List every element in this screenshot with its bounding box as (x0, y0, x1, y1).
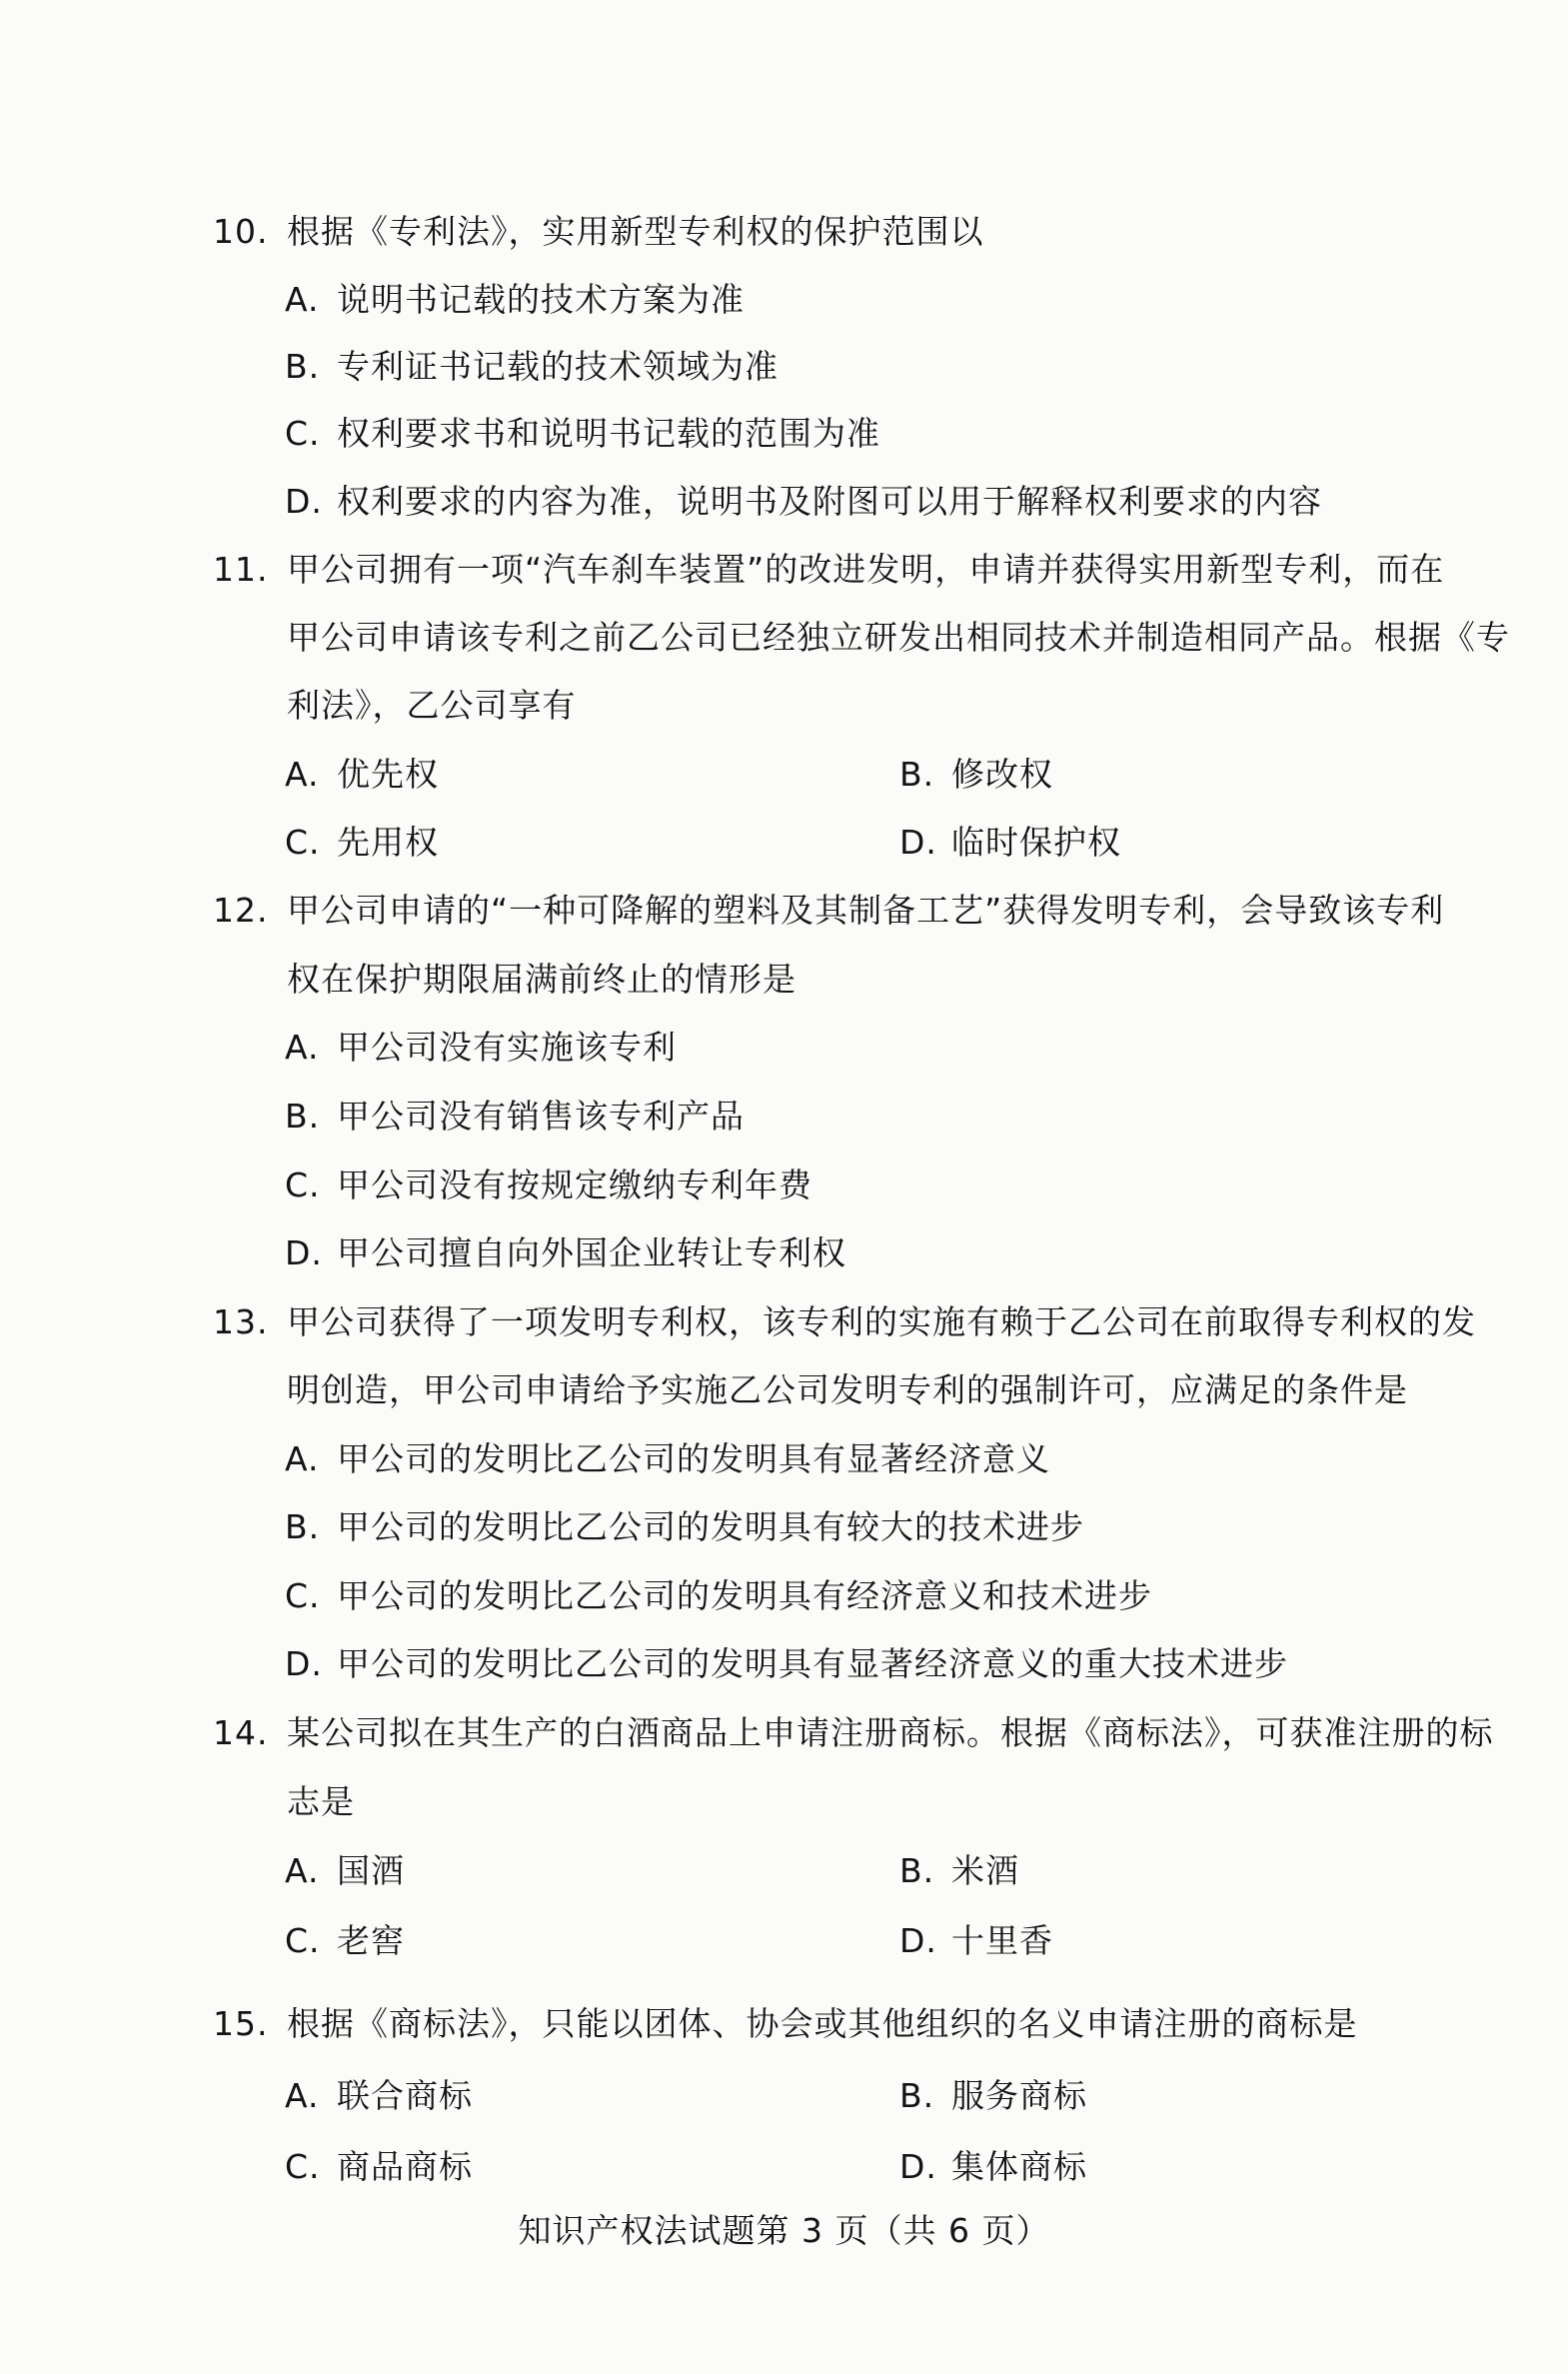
option-text: 商品商标 (337, 2147, 473, 2186)
option-letter: A. (285, 1851, 320, 1890)
option-text: 修改权 (951, 755, 1053, 794)
option-d (899, 1921, 1053, 1961)
option-letter: C. (285, 823, 321, 862)
option-letter: D. (899, 2147, 937, 2186)
option-text: 服务商标 (951, 2076, 1087, 2115)
question-text: 志是 (287, 1782, 355, 1821)
question-text: 某公司拟在其生产的白酒商品上申请注册商标。根据《商标法》，可获准注册的标 (287, 1713, 1494, 1752)
option-b (899, 755, 1053, 795)
question-text: 甲公司申请的“一种可降解的塑料及其制备工艺”获得发明专利，会导致该专利 (287, 891, 1445, 930)
question-number: 14. (213, 1713, 269, 1752)
option-text: 甲公司没有按规定缴纳专利年费 (337, 1166, 812, 1204)
option-text: 先用权 (337, 823, 439, 862)
option-letter: C. (285, 1921, 321, 1960)
option-text: 优先权 (337, 755, 439, 794)
option-text: 米酒 (951, 1851, 1019, 1890)
question-number: 12. (213, 891, 269, 930)
option-text: 集体商标 (951, 2147, 1087, 2186)
option-c (285, 823, 439, 863)
option-text: 甲公司擅自向外国企业转让专利权 (337, 1233, 846, 1272)
option-letter: D. (285, 1233, 323, 1272)
option-d (899, 823, 1121, 863)
option-letter: A. (285, 280, 320, 319)
option-letter: D. (899, 1921, 937, 1960)
option-letter: D. (899, 823, 937, 862)
option-c (285, 1576, 1152, 1616)
question-text: 明创造，甲公司申请给予实施乙公司发明专利的强制许可，应满足的条件是 (287, 1370, 1408, 1409)
option-c (285, 1921, 405, 1961)
question-text: 权在保护期限届满前终止的情形是 (287, 960, 796, 999)
option-letter: A. (285, 2076, 320, 2115)
option-letter: D. (285, 482, 323, 521)
option-d (285, 482, 1322, 522)
option-c (285, 414, 880, 454)
question-text: 利法》，乙公司享有 (287, 686, 577, 725)
option-text: 十里香 (951, 1921, 1053, 1960)
option-letter: C. (285, 2147, 321, 2186)
option-a (285, 1028, 677, 1068)
option-letter: A. (285, 755, 320, 794)
option-a (285, 2076, 473, 2116)
option-b (285, 1507, 1084, 1547)
option-text: 甲公司的发明比乙公司的发明具有较大的技术进步 (337, 1507, 1084, 1546)
option-d (899, 2147, 1087, 2187)
option-text: 甲公司的发明比乙公司的发明具有经济意义和技术进步 (337, 1576, 1152, 1615)
option-a (285, 280, 745, 320)
option-text: 专利证书记载的技术领域为准 (337, 347, 779, 386)
question-text: 根据《专利法》，实用新型专利权的保护范围以 (287, 212, 984, 251)
question-text: 甲公司拥有一项“汽车刹车装置”的改进发明，申请并获得实用新型专利，而在 (287, 550, 1445, 589)
question-text: 甲公司获得了一项发明专利权，该专利的实施有赖于乙公司在前取得专利权的发 (287, 1302, 1476, 1341)
option-letter: D. (285, 1644, 323, 1683)
option-b (285, 1097, 745, 1137)
option-b (285, 347, 779, 387)
option-letter: A. (285, 1028, 320, 1067)
option-text: 甲公司的发明比乙公司的发明具有显著经济意义 (337, 1439, 1050, 1478)
option-d (285, 1233, 846, 1273)
option-text: 说明书记载的技术方案为准 (337, 280, 745, 319)
option-letter: B. (899, 1851, 935, 1890)
option-text: 甲公司没有销售该专利产品 (337, 1097, 745, 1136)
option-letter: C. (285, 1576, 321, 1615)
option-letter: C. (285, 1166, 321, 1204)
option-b (899, 2076, 1087, 2116)
question-number: 10. (213, 212, 269, 251)
option-letter: C. (285, 414, 321, 453)
option-letter: B. (285, 1097, 321, 1136)
option-text: 临时保护权 (951, 823, 1121, 862)
option-letter: B. (899, 755, 935, 794)
option-letter: B. (899, 2076, 935, 2115)
option-c (285, 1166, 812, 1205)
option-c (285, 2147, 473, 2187)
option-text: 甲公司没有实施该专利 (337, 1028, 677, 1067)
option-a (285, 1851, 405, 1891)
option-text: 老窖 (337, 1921, 405, 1960)
option-text: 甲公司的发明比乙公司的发明具有显著经济意义的重大技术进步 (337, 1644, 1288, 1683)
page-footer: 知识产权法试题第 3 页（共 6 页） (518, 2211, 1050, 2250)
option-letter: A. (285, 1439, 320, 1478)
question-number: 15. (213, 2004, 269, 2043)
question-number: 13. (213, 1302, 269, 1341)
option-text: 国酒 (337, 1851, 405, 1890)
option-d (285, 1644, 1288, 1684)
option-b (899, 1851, 1019, 1891)
option-text: 权利要求的内容为准，说明书及附图可以用于解释权利要求的内容 (337, 482, 1322, 521)
question-text: 甲公司申请该专利之前乙公司已经独立研发出相同技术并制造相同产品。根据《专 (287, 618, 1510, 657)
option-letter: B. (285, 1507, 321, 1546)
option-text: 联合商标 (337, 2076, 473, 2115)
option-a (285, 755, 439, 795)
option-letter: B. (285, 347, 321, 386)
option-a (285, 1439, 1050, 1479)
question-number: 11. (213, 550, 269, 589)
question-text: 根据《商标法》，只能以团体、协会或其他组织的名义申请注册的商标是 (287, 2004, 1358, 2043)
option-text: 权利要求书和说明书记载的范围为准 (337, 414, 880, 453)
